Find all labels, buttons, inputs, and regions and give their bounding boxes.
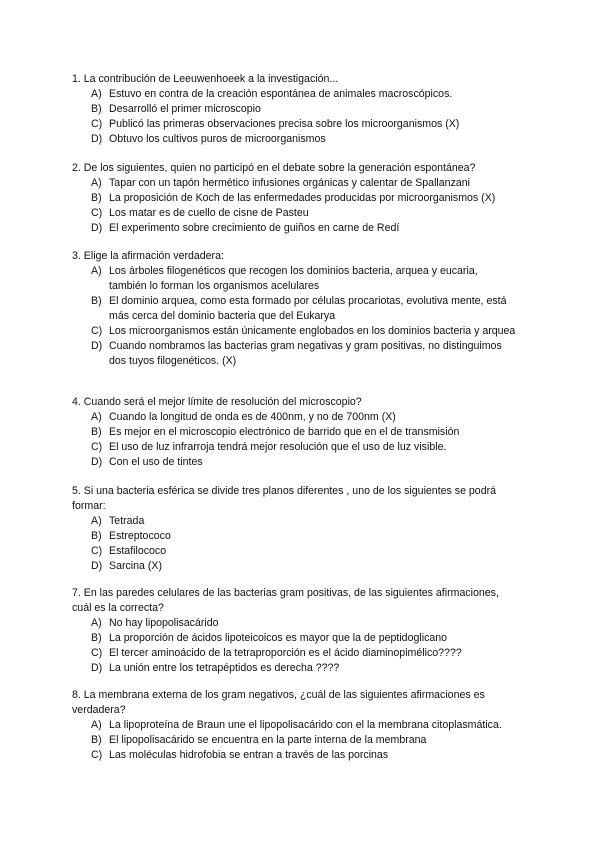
option-text: La unión entre los tetrapéptidos es derecha ???? [109, 662, 340, 674]
answer-option [91, 544, 516, 559]
answer-option [91, 191, 516, 206]
option-text: Es mejor en el microscopio electrónico de barrido que en el de transmisión [109, 426, 460, 438]
option-label: B) [91, 192, 102, 204]
option-text: Estuvo en contra de la creación espontánea de animales macroscópicos. [109, 88, 453, 100]
option-text: Tetrada [109, 515, 145, 527]
answer-option [91, 87, 516, 102]
question-4 [0, 395, 600, 470]
option-label: B) [91, 632, 102, 644]
option-label: C) [91, 545, 103, 557]
question-stem: 7. En las paredes celulares de las bacterias gram positivas, de las siguientes afirmaciones, cuál es la correcta? [72, 587, 499, 614]
answer-option [91, 102, 516, 117]
option-text: Tapar con un tapón hermético infusiones orgánicas y calentar de Spallanzani [109, 177, 470, 189]
option-text: El uso de luz infrarroja tendrá mejor resolución que el uso de luz visible. [109, 441, 447, 453]
option-label: D) [91, 662, 103, 674]
option-label: A) [91, 719, 102, 731]
answer-option [91, 733, 516, 748]
option-label: D) [91, 456, 103, 468]
question-stem: 1. La contribución de Leeuwenhoeek a la investigación... [72, 73, 339, 85]
option-label: C) [91, 325, 103, 337]
answer-option [91, 559, 516, 574]
option-text: Estreptococo [109, 530, 171, 542]
option-label: D) [91, 133, 103, 145]
option-label: A) [91, 617, 102, 629]
option-label: A) [91, 265, 102, 277]
question-stem: 3. Elige la afirmación verdadera: [72, 250, 224, 262]
question-5 [0, 484, 600, 574]
question-2 [0, 161, 600, 236]
option-label: B) [91, 426, 102, 438]
option-text: El tercer aminoácido de la tetraproporción es el ácido diaminopimélico???? [109, 647, 462, 659]
answer-option [91, 410, 516, 425]
answer-option [91, 264, 516, 294]
option-label: A) [91, 88, 102, 100]
answer-option [91, 661, 516, 676]
answer-option [91, 294, 516, 324]
question-8 [0, 688, 600, 763]
option-label: A) [91, 515, 102, 527]
option-label: C) [91, 647, 103, 659]
question-7 [0, 586, 600, 676]
option-label: B) [91, 530, 102, 542]
option-text: Publicó las primeras observaciones precisa sobre los microorganismos (X) [109, 118, 460, 130]
answer-option [91, 440, 516, 455]
option-text: El experimento sobre crecimiento de guiños en carne de Redí [109, 222, 400, 234]
question-stem: 2. De los siguientes, quien no participó en el debate sobre la generación espontánea? [72, 162, 476, 174]
option-text: Sarcina (X) [109, 560, 162, 572]
option-label: D) [91, 560, 103, 572]
option-text: Las moléculas hidrofobia se entran a través de las porcinas [109, 749, 389, 761]
answer-option [91, 117, 516, 132]
answer-option [91, 748, 516, 763]
option-text: Con el uso de tintes [109, 456, 203, 468]
option-label: A) [91, 177, 102, 189]
option-label: B) [91, 103, 102, 115]
answer-option [91, 132, 516, 147]
option-text: Desarrolló el primer microscopio [109, 103, 261, 115]
option-label: B) [91, 734, 102, 746]
option-text: Los matar es de cuello de cisne de Pasteu [109, 207, 309, 219]
option-text: El dominio arquea, como esta formado por células procariotas, evolutiva mente, está más cerca del dominio bacteria que del Eukarya [109, 295, 507, 322]
question-3 [0, 249, 600, 369]
answer-option [91, 514, 516, 529]
answer-option [91, 616, 516, 631]
option-label: C) [91, 441, 103, 453]
option-label: B) [91, 295, 102, 307]
answer-option [91, 324, 516, 339]
option-text: La lipoproteína de Braun une el lipopolisacárido con el la membrana citoplasmática. [109, 719, 502, 731]
option-text: Los árboles filogenéticos que recogen los dominios bacteria, arquea y eucaria, también lo forman los organismos acelulares [109, 265, 478, 292]
question-stem: 8. La membrana externa de los gram negativos, ¿cuál de las siguientes afirmaciones es verdadera? [72, 689, 485, 716]
option-text: Los microorganismos están únicamente englobados en los dominios bacteria y arquea [109, 325, 516, 337]
option-text: Cuando nombramos las bacterias gram negativas y gram positivas, no distinguimos dos tuyos filogenéticos. (X) [109, 340, 502, 367]
option-label: D) [91, 222, 103, 234]
answer-option [91, 425, 516, 440]
question-stem: 4. Cuando será el mejor límite de resolución del microscopio? [72, 396, 362, 408]
option-text: Cuando la longitud de onda es de 400nm, y no de 700nm (X) [109, 411, 396, 423]
option-text: No hay lipopolisacárido [109, 617, 219, 629]
option-text: Estafilococo [109, 545, 167, 557]
question-1 [0, 72, 600, 147]
question-stem: 5. Si una bacteria esférica se divide tres planos diferentes , uno de los siguientes se podrá formar: [72, 485, 497, 512]
option-text: La proposición de Koch de las enfermedades producidas por microorganismos (X) [109, 192, 496, 204]
answer-option [91, 206, 516, 221]
option-label: C) [91, 118, 103, 130]
answer-option [91, 631, 516, 646]
option-label: A) [91, 411, 102, 423]
answer-option [91, 176, 516, 191]
option-label: D) [91, 340, 103, 352]
option-text: Obtuvo los cultivos puros de microorganismos [109, 133, 326, 145]
answer-option [91, 221, 516, 236]
option-label: C) [91, 749, 103, 761]
option-text: La proporción de ácidos lipoteicoicos es mayor que la de peptidoglicano [109, 632, 448, 644]
answer-option [91, 455, 516, 470]
option-text: El lipopolisacárido se encuentra en la parte interna de la membrana [109, 734, 427, 746]
answer-option [91, 646, 516, 661]
answer-option [91, 339, 516, 369]
option-label: C) [91, 207, 103, 219]
answer-option [91, 718, 516, 733]
answer-option [91, 529, 516, 544]
